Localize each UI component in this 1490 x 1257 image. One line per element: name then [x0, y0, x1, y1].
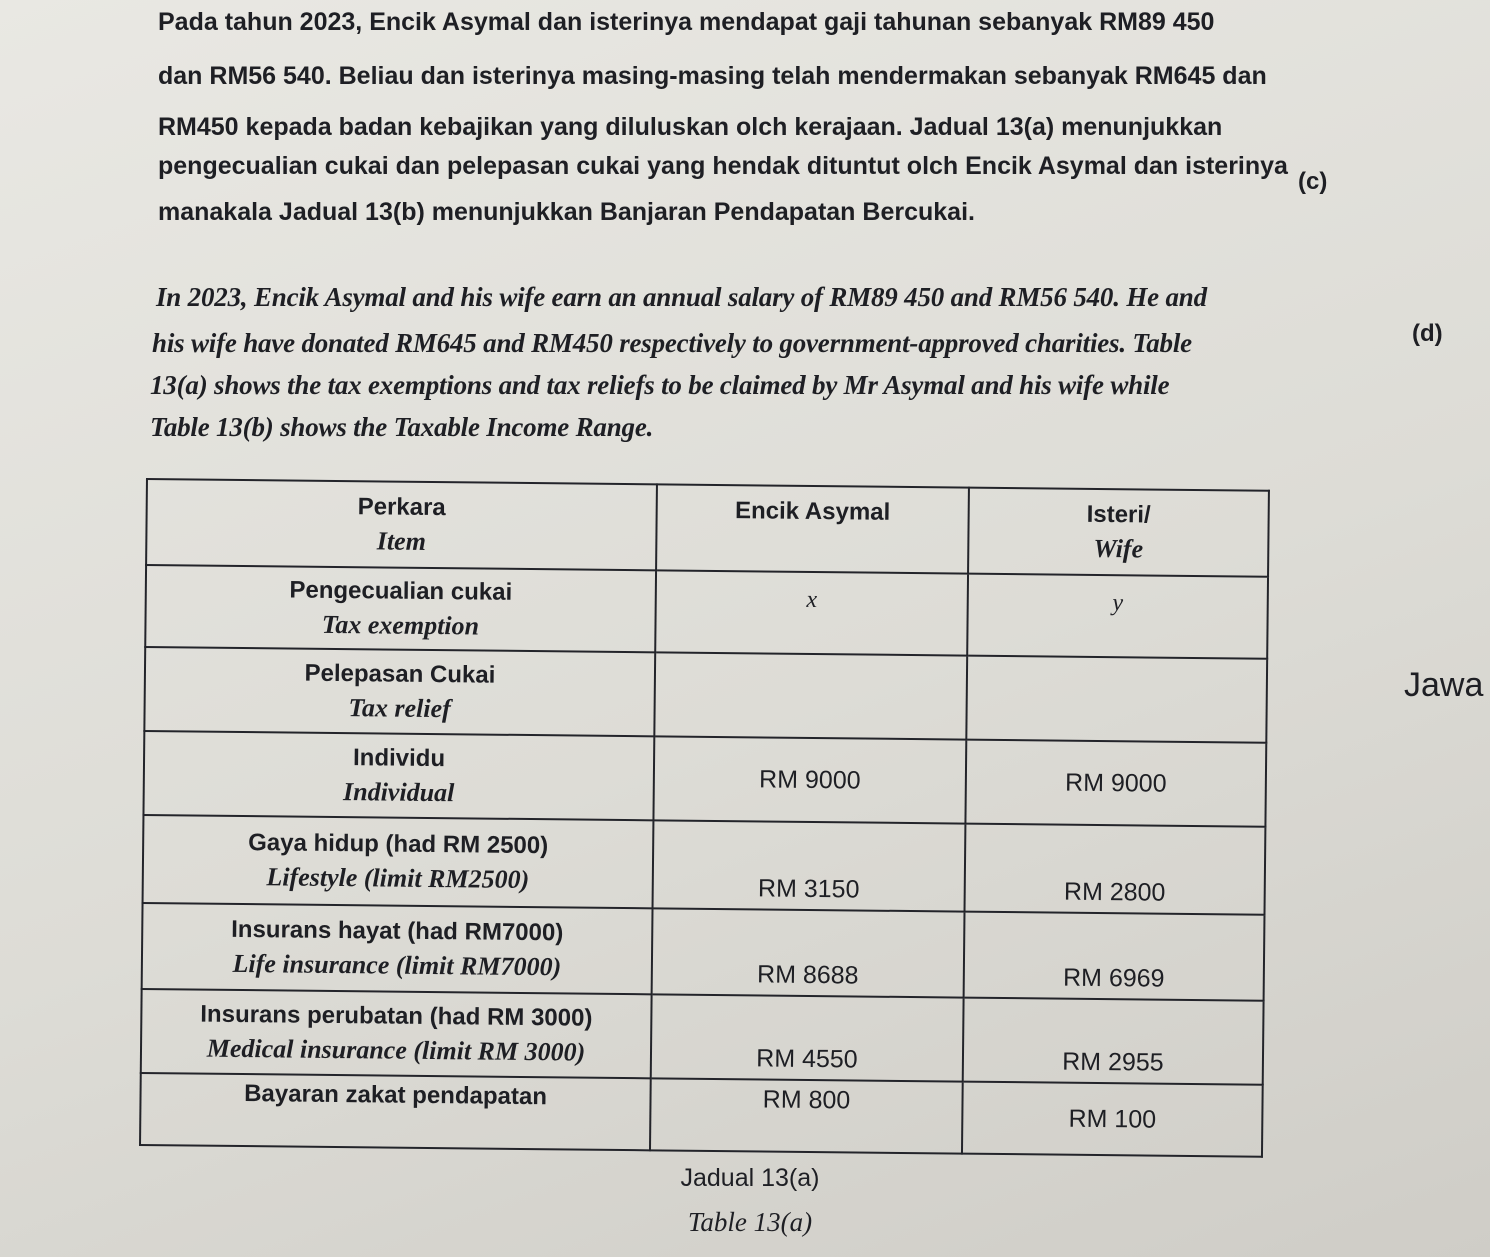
- wife-value: RM 6969: [1062, 963, 1165, 993]
- table-row: [142, 903, 1265, 1001]
- header-asymal-cell: [656, 484, 969, 573]
- wife-value: RM 2955: [1062, 1047, 1164, 1077]
- row-label-ms: Bayaran zakat pendapatan: [244, 1080, 548, 1111]
- asymal-value-cell: [653, 736, 966, 823]
- row-label-ms: Pelepasan Cukai: [304, 659, 496, 689]
- row-label-cell: [143, 815, 654, 908]
- wife-value-cell: [964, 912, 1265, 1001]
- table-row: [144, 647, 1267, 743]
- paragraph-ms-line-3: RM450 kepada badan kebajikan yang diluluskan olch kerajaan. Jadual 13(a) menunjukkan: [158, 113, 1223, 141]
- table-row: [143, 815, 1266, 915]
- row-label-en: Lifestyle (limit RM2500): [266, 862, 530, 895]
- paragraph-en-line-1: In 2023, Encik Asymal and his wife earn an annual salary of RM89 450 and RM56 540. He and: [156, 282, 1207, 312]
- row-label-en: Medical insurance (limit RM 3000): [206, 1033, 586, 1067]
- row-label-ms: Pengecualian cukai: [289, 576, 513, 606]
- question-label-d: (d): [1412, 320, 1443, 347]
- row-label-ms: Gaya hidup (had RM 2500): [248, 829, 549, 860]
- wife-value-cell: [965, 740, 1266, 827]
- wife-value-cell: [967, 574, 1268, 659]
- row-label-cell: [144, 647, 655, 736]
- asymal-value-cell: [650, 1078, 963, 1153]
- header-wife-cell: [968, 488, 1269, 577]
- header-wife-en: Wife: [1093, 533, 1144, 564]
- row-label-en: Tax exemption: [321, 609, 480, 641]
- header-asymal: Encik Asymal: [734, 497, 891, 526]
- asymal-value: RM 9000: [759, 764, 861, 794]
- row-label-ms: Individu: [352, 744, 446, 773]
- asymal-value-cell: [652, 908, 965, 997]
- asymal-value: x: [806, 586, 818, 614]
- answer-label: Jawa: [1404, 666, 1484, 704]
- asymal-value-cell: [655, 570, 968, 655]
- row-label-cell: [143, 731, 654, 820]
- tax-table: [139, 478, 1270, 1158]
- wife-value-cell: [965, 824, 1266, 915]
- row-label-ms: Insurans perubatan (had RM 3000): [200, 1000, 593, 1032]
- table-row: [140, 1073, 1263, 1157]
- wife-value: RM 9000: [1064, 768, 1167, 798]
- wife-value: y: [1112, 590, 1124, 617]
- asymal-value: RM 3150: [757, 874, 860, 904]
- paragraph-ms-line-2: dan RM56 540. Beliau dan isterinya masing-masing telah mendermakan sebanyak RM645 dan: [158, 62, 1267, 90]
- wife-value-cell: [962, 1082, 1263, 1157]
- wife-value-cell: [963, 998, 1264, 1085]
- row-label-en: Life insurance (limit RM7000): [232, 948, 562, 982]
- table-row: [145, 565, 1268, 659]
- header-wife-ms: Isteri/: [1086, 500, 1151, 529]
- asymal-value-cell: [653, 820, 966, 911]
- table-caption-en: Table 13(a): [687, 1207, 813, 1237]
- table-row: [143, 731, 1266, 827]
- table-caption-ms: Jadual 13(a): [680, 1164, 820, 1192]
- paragraph-en-line-2: his wife have donated RM645 and RM450 respectively to government-approved charities. Table: [152, 328, 1192, 358]
- table-row: [141, 989, 1264, 1085]
- asymal-value-cell: [654, 652, 967, 739]
- question-label-c: (c): [1298, 168, 1328, 195]
- row-label-cell: [145, 565, 656, 652]
- asymal-value: RM 800: [762, 1085, 851, 1115]
- asymal-value: RM 8688: [756, 960, 859, 990]
- asymal-value-cell: [651, 994, 964, 1081]
- row-label-en: Individual: [342, 777, 455, 808]
- header-item-ms: Perkara: [357, 493, 446, 522]
- paragraph-ms-line-5: manakala Jadual 13(b) menunjukkan Banjaran Pendapatan Bercukai.: [158, 198, 975, 226]
- wife-value: RM 100: [1068, 1104, 1157, 1134]
- row-label-ms: Insurans hayat (had RM7000): [231, 915, 564, 947]
- wife-value-cell: [966, 656, 1267, 743]
- row-label-en: Tax relief: [348, 693, 451, 724]
- asymal-value: RM 4550: [756, 1044, 858, 1074]
- wife-value: RM 2800: [1063, 877, 1166, 907]
- paragraph-ms-line-1: Pada tahun 2023, Encik Asymal dan isterinya mendapat gaji tahunan sebanyak RM89 450: [158, 8, 1215, 36]
- header-item-en: Item: [376, 526, 427, 556]
- paragraph-en-line-3: 13(a) shows the tax exemptions and tax reliefs to be claimed by Mr Asymal and his wife while: [150, 370, 1170, 400]
- paragraph-en-line-4: Table 13(b) shows the Taxable Income Range.: [150, 412, 654, 442]
- row-label-cell: [140, 1073, 651, 1150]
- header-item-cell: [146, 479, 657, 570]
- row-label-cell: [142, 903, 653, 994]
- table-header-row: [146, 479, 1269, 577]
- paragraph-ms-line-4: pengecualian cukai dan pelepasan cukai yang hendak dituntut olch Encik Asymal dan isterinya: [158, 152, 1288, 180]
- row-label-cell: [141, 989, 652, 1078]
